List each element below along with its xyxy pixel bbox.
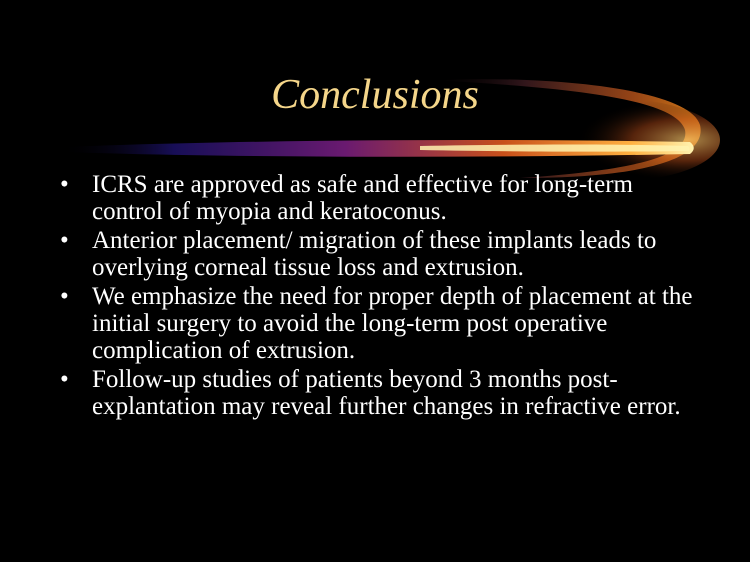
bullet-text: We emphasize the need for proper depth of placement at the initial surgery to avoid the long-term post operative complication of extrusion.: [92, 283, 693, 364]
slide-title: Conclusions: [271, 72, 479, 118]
bullet-marker: •: [60, 366, 69, 393]
bullet-marker: •: [60, 227, 69, 254]
bullet-marker: •: [60, 171, 69, 198]
bullet-item: [60, 366, 700, 420]
bullet-text: Anterior placement/ migration of these implants leads to overlying corneal tissue loss and extrusion.: [92, 227, 657, 281]
bullet-text: ICRS are approved as safe and effective for long-term control of myopia and keratoconus.: [92, 171, 633, 225]
bullet-item: [60, 227, 700, 281]
bullet-item: [60, 283, 700, 364]
bullet-list: [60, 171, 700, 422]
bullet-item: [60, 171, 700, 225]
bullet-text: Follow-up studies of patients beyond 3 months post-explantation may reveal further changes in refractive error.: [92, 366, 681, 420]
swoosh-core: [420, 145, 690, 152]
bullet-marker: •: [60, 283, 69, 310]
